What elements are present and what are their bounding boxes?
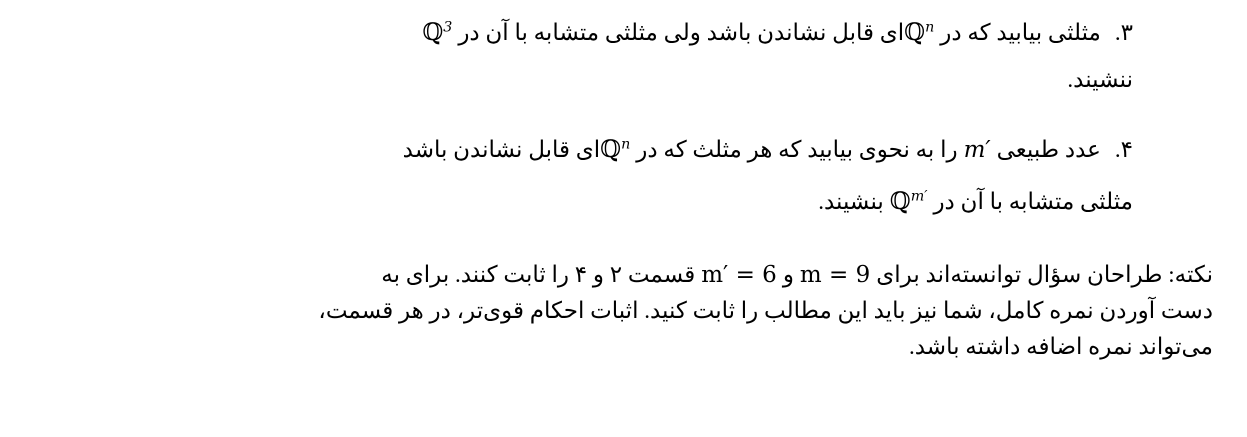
problem-4-text-b: را به نحوی بیابید که هر مثلث که در	[636, 137, 958, 163]
problem-4-text-a: عدد طبیعی	[996, 137, 1101, 163]
note-line-2: دست آوردن نمره کامل، شما نیز باید این مطالب را ثابت کنید. اثبات احکام قوی‌تر، در هر قسمت،	[318, 298, 1213, 324]
math-m-prime: m′	[963, 137, 991, 164]
problem-3-text-b: ای قابل نشاندن باشد ولی مثلثی متشابه با آن در	[458, 20, 905, 45]
problem-3-text-a: مثلثی بیابید که در	[940, 20, 1101, 45]
note-text-part2: قسمت ۲ و ۴ را ثابت کنند. برای به	[381, 261, 696, 287]
note-line-3: می‌تواند نمره اضافه داشته باشد.	[908, 333, 1213, 359]
math-q-3: ℚ$^3$	[422, 18, 453, 46]
note-conjunction: و	[782, 261, 794, 287]
problem-4-line-2	[28, 183, 1133, 221]
equation-m-prime-equals-6: m′ = 6	[701, 261, 777, 288]
equation-m-equals-9: m = 9	[799, 261, 871, 288]
problem-number: ۳.	[1114, 20, 1133, 45]
problem-item-4	[28, 131, 1219, 220]
problem-4-text-e: بنشیند.	[818, 188, 884, 214]
problem-item-3	[28, 14, 1219, 97]
problem-4-text-c: ای قابل نشاندن باشد	[402, 137, 601, 163]
math-q-n: ℚ$^n$	[904, 18, 935, 46]
note-paragraph	[28, 257, 1219, 365]
math-q-m-prime: ℚ$^{m'}$	[889, 186, 928, 215]
note-text-part1: نکته: طراحان سؤال توانسته‌اند برای	[876, 261, 1213, 287]
problem-number: ۴.	[1114, 137, 1133, 163]
math-q-n: ℚ$^n$	[600, 135, 631, 164]
problem-3-text-c: ننشیند.	[1067, 66, 1133, 92]
problem-4-text-d: مثلثی متشابه با آن در	[933, 188, 1133, 214]
